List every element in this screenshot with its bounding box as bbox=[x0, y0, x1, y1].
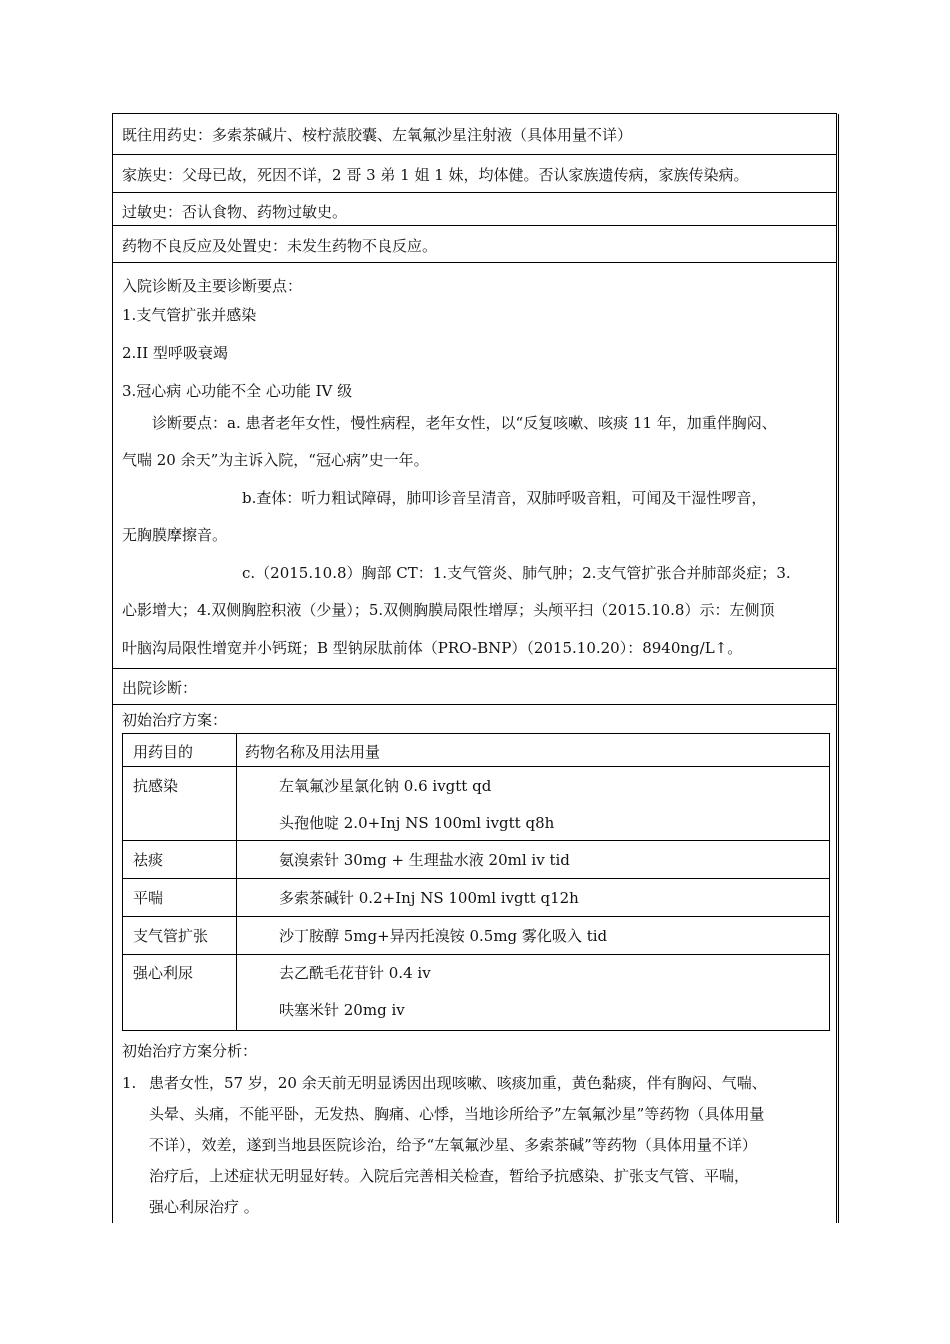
point-c-line-2: 心影增大；4.双侧胸腔积液（少量）；5.双侧胸膜局限性增厚；头颅平扫（2015.10.8）示：左侧顶 bbox=[122, 601, 775, 619]
diagnosis-1: 1.支气管扩张并感染 bbox=[122, 306, 257, 324]
table-row-divider bbox=[123, 954, 829, 955]
analysis-line-1: 患者女性，57 岁，20 余天前无明显诱因出现咳嗽、咳痰加重，黄色黏痰，伴有胸闷、气喘、 bbox=[149, 1074, 767, 1092]
point-b-line-2: 无胸膜摩擦音。 bbox=[122, 526, 228, 544]
analysis-line-4: 治疗后，上述症状无明显好转。入院后完善相关检查，暂给予抗感染、扩张支气管、平喘， bbox=[149, 1167, 750, 1185]
table-cell-purpose: 祛痰 bbox=[133, 851, 164, 869]
table-column-divider bbox=[236, 734, 237, 1030]
table-cell-drug: 头孢他啶 2.0+Inj NS 100ml ivgtt q8h bbox=[279, 814, 555, 832]
family-history-row bbox=[113, 155, 836, 193]
analysis-item-number: 1. bbox=[122, 1074, 137, 1092]
adr-row bbox=[113, 226, 836, 263]
table-cell-purpose: 抗感染 bbox=[133, 777, 179, 795]
plan-heading: 初始治疗方案： bbox=[122, 711, 228, 729]
table-cell-drug: 沙丁胺醇 5mg+异丙托溴铵 0.5mg 雾化吸入 tid bbox=[279, 927, 608, 945]
diagnosis-3: 3.冠心病 心功能不全 心功能 IV 级 bbox=[122, 382, 353, 400]
analysis-line-2: 头晕、头痛，不能平卧，无发热、胸痛、心悸，当地诊所给予”左氧氟沙星”等药物（具体用量 bbox=[149, 1105, 765, 1123]
table-header-divider bbox=[123, 766, 829, 767]
table-cell-drug: 多索茶碱针 0.2+Inj NS 100ml ivgtt q12h bbox=[279, 889, 579, 907]
analysis-line-3: 不详），效差，遂到当地县医院诊治，给予“左氧氟沙星、多索茶碱”等药物（具体用量不详） bbox=[149, 1136, 757, 1154]
table-cell-drug: 左氧氟沙星氯化钠 0.6 ivgtt qd bbox=[279, 777, 492, 795]
point-c-line-3: 叶脑沟局限性增宽并小钙斑；B 型钠尿肽前体（PRO-BNP）（2015.10.20）：8940ng/L↑。 bbox=[122, 639, 743, 657]
allergy-text: 过敏史：否认食物、药物过敏史。 bbox=[122, 203, 348, 221]
table-header-purpose: 用药目的 bbox=[133, 743, 194, 761]
record-frame bbox=[112, 113, 837, 1223]
discharge-heading: 出院诊断： bbox=[122, 679, 198, 697]
family-history-text: 家族史：父母已故，死因不详，2 哥 3 弟 1 姐 1 妹，均体健。否认家族遗传病，家族传染病。 bbox=[122, 166, 749, 184]
table-header-drug: 药物名称及用法用量 bbox=[245, 743, 381, 761]
analysis-line-5: 强心利尿治疗 。 bbox=[149, 1198, 259, 1216]
table-row-divider bbox=[123, 878, 829, 879]
frame-double-line bbox=[838, 114, 839, 1223]
table-cell-drug: 氨溴索针 30mg + 生理盐水液 20ml iv tid bbox=[279, 851, 570, 869]
table-cell-purpose: 平喘 bbox=[133, 889, 164, 907]
table-row-divider bbox=[123, 840, 829, 841]
discharge-row bbox=[113, 669, 836, 705]
treatment-plan-table bbox=[122, 733, 830, 1031]
prior-meds-text: 既往用药史：多索茶碱片、桉柠蒎胶囊、左氧氟沙星注射液（具体用量不详） bbox=[122, 126, 633, 144]
allergy-row bbox=[113, 193, 836, 226]
table-cell-purpose: 支气管扩张 bbox=[133, 927, 209, 945]
point-a-line-2: 气喘 20 余天”为主诉入院，“冠心病”史一年。 bbox=[122, 451, 429, 469]
table-cell-drug: 呋塞米针 20mg iv bbox=[279, 1001, 405, 1019]
point-c-line-1: c.（2015.10.8）胸部 CT：1.支气管炎、肺气肿；2.支气管扩张合并肺部炎症；3. bbox=[242, 564, 791, 582]
diagnosis-2: 2.II 型呼吸衰竭 bbox=[122, 344, 228, 362]
point-a-line-1: 诊断要点：a. 患者老年女性，慢性病程，老年女性，以“反复咳嗽、咳痰 11 年，加重伴胸闷、 bbox=[152, 414, 777, 432]
point-b-line-1: b.查体：听力粗试障碍，肺叩诊音呈清音，双肺呼吸音粗，可闻及干湿性啰音， bbox=[242, 489, 767, 507]
admission-heading: 入院诊断及主要诊断要点： bbox=[122, 277, 303, 295]
table-cell-purpose: 强心利尿 bbox=[133, 964, 194, 982]
table-row-divider bbox=[123, 916, 829, 917]
table-cell-drug: 去乙酰毛花苷针 0.4 iv bbox=[279, 964, 431, 982]
admission-diagnosis-section bbox=[113, 263, 836, 669]
adr-text: 药物不良反应及处置史：未发生药物不良反应。 bbox=[122, 237, 438, 255]
prior-meds-row bbox=[113, 114, 836, 155]
analysis-heading: 初始治疗方案分析： bbox=[122, 1042, 258, 1060]
